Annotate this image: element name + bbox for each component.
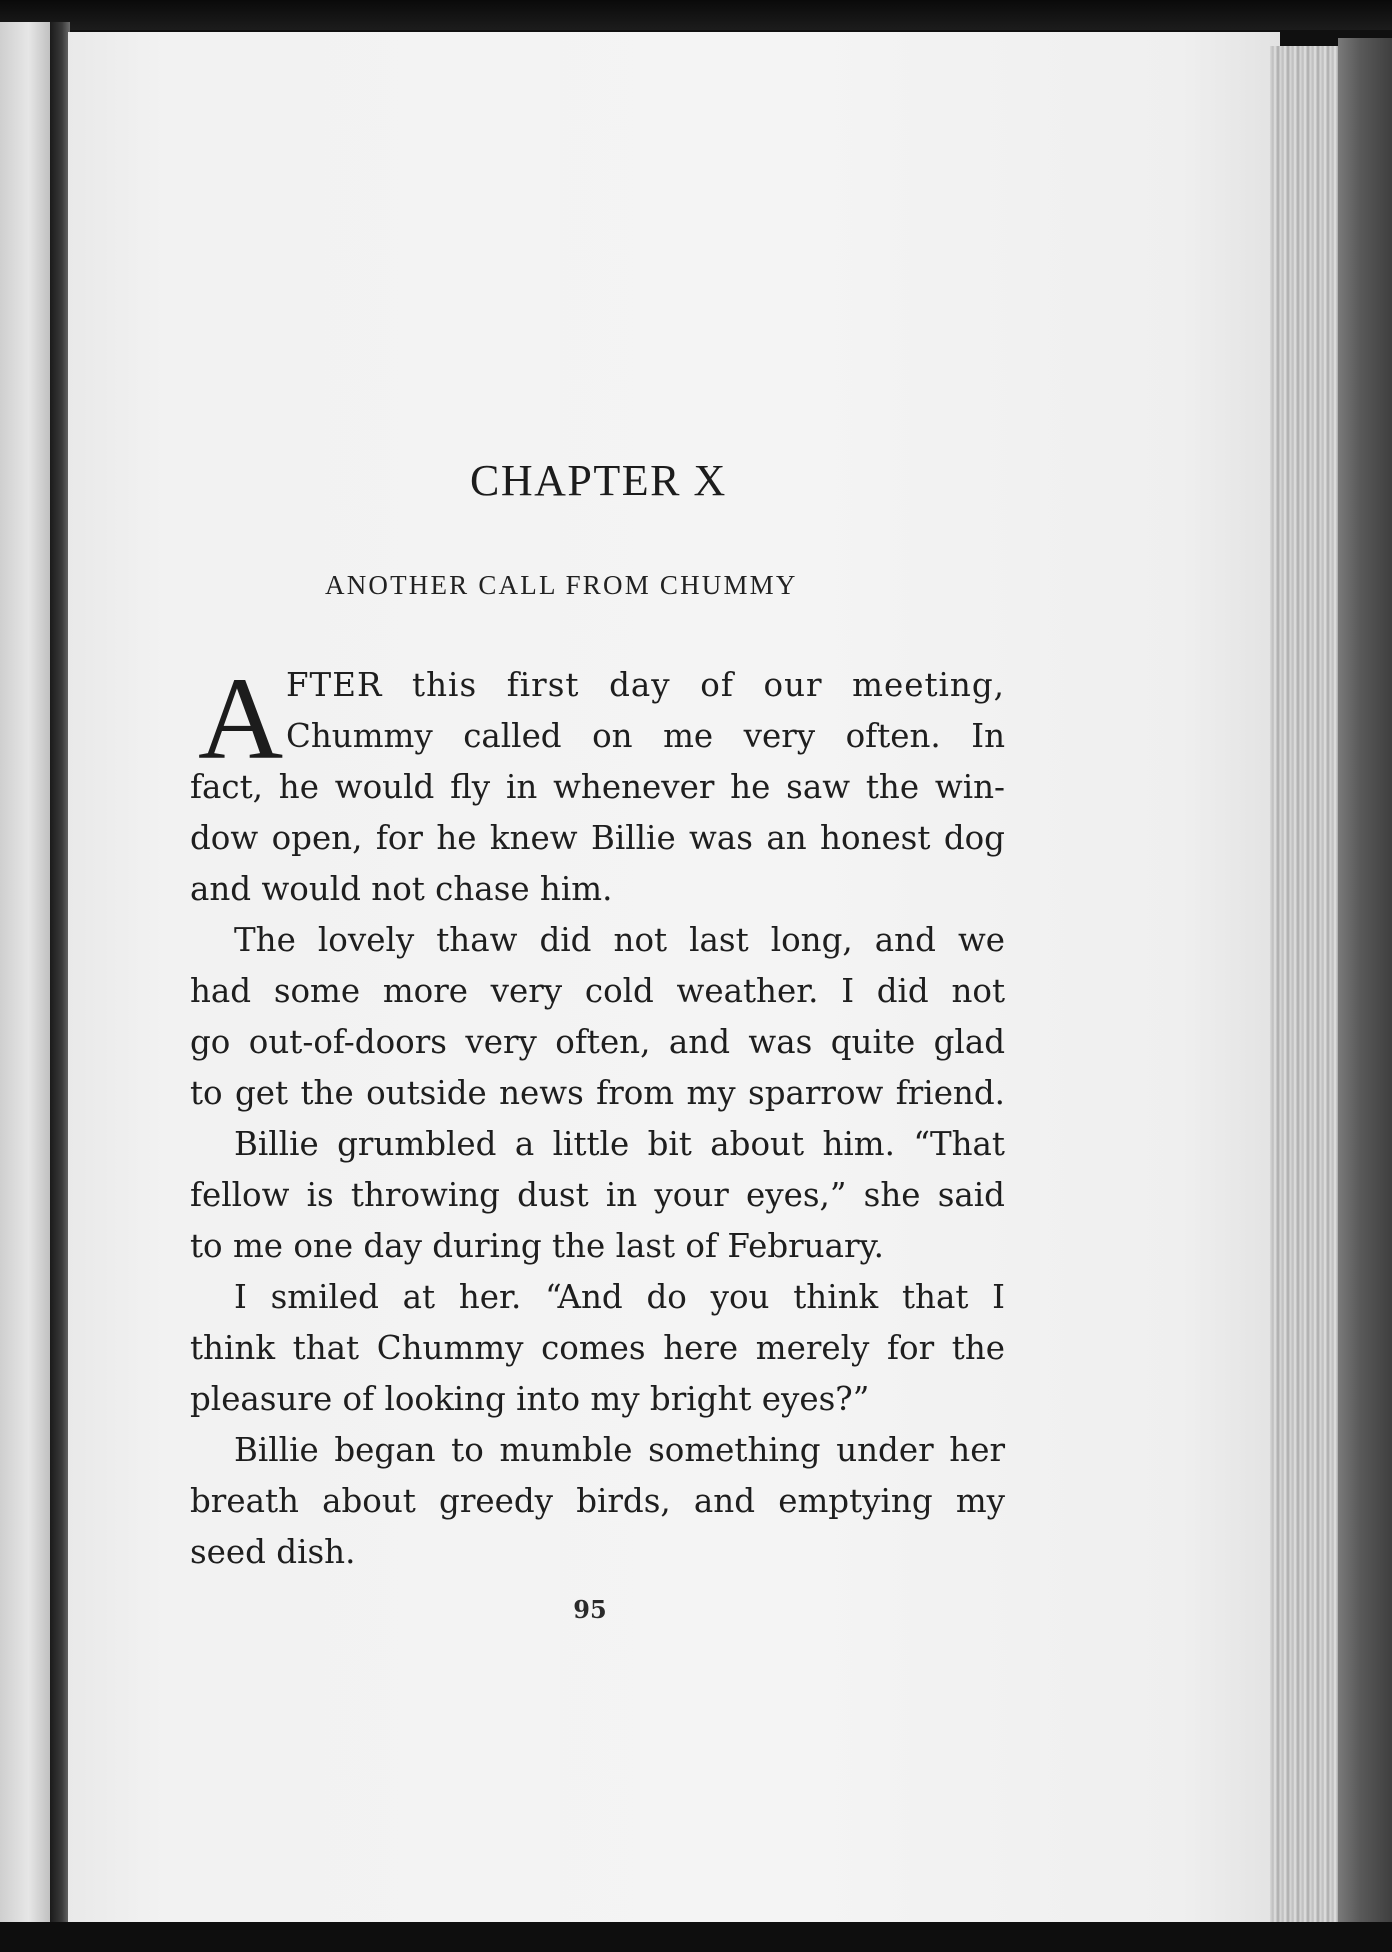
drop-cap: A — [198, 653, 284, 784]
chapter-title: ANOTHER CALL FROM CHUMMY — [325, 570, 798, 600]
facing-page-edge — [0, 22, 52, 1927]
scan-top-border — [0, 0, 1392, 30]
text-line: The lovely thaw did not last long, and we — [234, 921, 1005, 959]
text-line: go out-of-doors very often, and was quite glad — [190, 1023, 1005, 1061]
text-line: dow open, for he knew Billie was an honest dog — [190, 819, 1005, 857]
page-fore-edge — [1270, 46, 1340, 1926]
text-line: think that Chummy comes here merely for the — [190, 1329, 1005, 1367]
text-line: breath about greedy birds, and emptying my — [190, 1482, 1005, 1520]
text-line: FTER this first day of our meeting, — [286, 666, 1005, 704]
text-line: and would not chase him. — [190, 870, 613, 908]
text-line: had some more very cold weather. I did not — [190, 972, 1005, 1010]
book-gutter — [50, 22, 70, 1927]
scan-bottom-border — [0, 1922, 1392, 1952]
page-number: 95 — [573, 1595, 607, 1624]
text-line: I smiled at her. “And do you think that I — [234, 1278, 1005, 1316]
text-line: to me one day during the last of February. — [190, 1227, 884, 1265]
text-line: fact, he would fly in whenever he saw the win- — [190, 768, 1005, 806]
text-line: pleasure of looking into my bright eyes?” — [190, 1380, 870, 1418]
chapter-body — [190, 653, 1005, 1578]
book-cover-edge — [1338, 38, 1392, 1928]
chapter-heading: CHAPTER X — [470, 456, 727, 505]
text-line: Billie grumbled a little bit about him. “That — [234, 1125, 1005, 1163]
text-line: to get the outside news from my sparrow friend. — [190, 1074, 1005, 1112]
text-line: fellow is throwing dust in your eyes,” she said — [190, 1176, 1005, 1214]
text-line: seed dish. — [190, 1533, 356, 1571]
text-line: Billie began to mumble something under her — [234, 1431, 1005, 1469]
text-line: Chummy called on me very often. In — [286, 717, 1005, 755]
